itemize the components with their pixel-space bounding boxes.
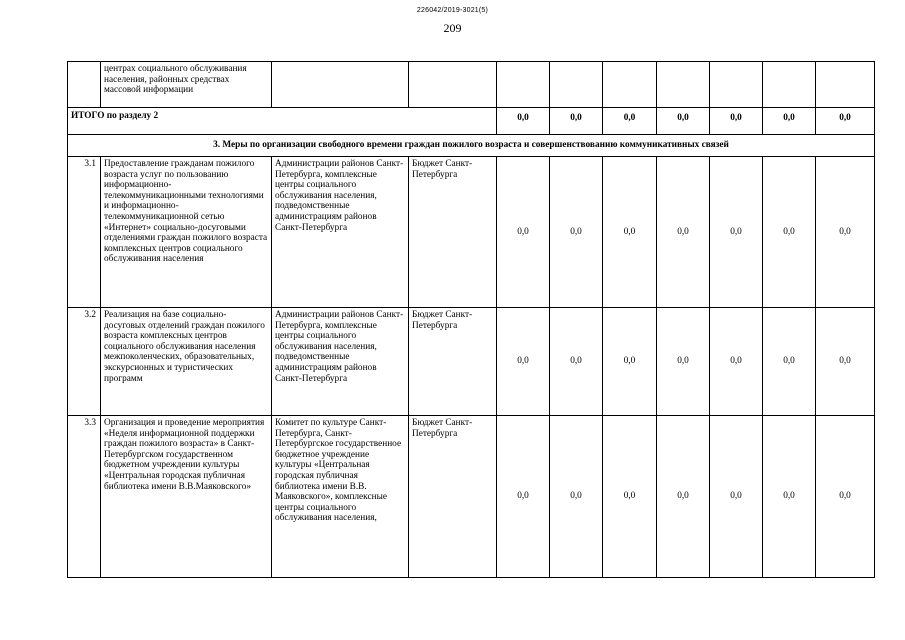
- table-row-continuation: [68, 62, 875, 108]
- table-row-section2-total: [68, 108, 875, 135]
- cell-executor: [272, 62, 409, 108]
- cell-value: [497, 62, 550, 108]
- item-funding-source: Бюджет Санкт-Петербурга: [409, 416, 497, 578]
- document-registration-number: 226042/2019-3021(5): [416, 7, 489, 14]
- item-executor: Администрации районов Санкт-Петербурга, комплексные центры социального обслуживания населения, подведомственные администрациям районов Санкт-Петербурга: [272, 157, 409, 308]
- item-measure: Реализация на базе социально-досуговых отделений граждан пожилого возраста комплексных центров социального обслуживания населения межпоколенческих, образовательных, экскурсионных и туристических программ: [101, 308, 272, 416]
- item-value: 0,0: [657, 157, 710, 308]
- page-number: 209: [443, 21, 462, 35]
- item-value: 0,0: [497, 157, 550, 308]
- section3-title: 3. Меры по организации свободного времени граждан пожилого возраста и совершенствованию коммуникативных связей: [68, 135, 875, 157]
- item-value: 0,0: [657, 416, 710, 578]
- total-value: 0,0: [603, 108, 657, 135]
- item-executor: Комитет по культуре Санкт-Петербурга, Санкт-Петербургское государственное бюджетное учреждение культуры «Центральная городская публичная библиотека имени В.В. Маяковского», комплексные центры социального обслуживания населения,: [272, 416, 409, 578]
- item-value: 0,0: [550, 308, 603, 416]
- item-value: 0,0: [816, 416, 875, 578]
- table-row-section3-header: [68, 135, 875, 157]
- cell-source: [409, 62, 497, 108]
- item-value: 0,0: [497, 416, 550, 578]
- item-value: 0,0: [763, 308, 816, 416]
- cell-number: [68, 62, 101, 108]
- item-measure: Организация и проведение мероприятия «Неделя информационной поддержки граждан пожилого возраста» в Санкт-Петербургском государственном бюджетном учреждении культуры «Центральная городская публичная библиотека имени В.В.Маяковского»: [101, 416, 272, 578]
- item-value: 0,0: [550, 157, 603, 308]
- item-number: 3.2: [68, 308, 101, 416]
- cell-value: [550, 62, 603, 108]
- item-value: 0,0: [603, 416, 657, 578]
- item-number: 3.1: [68, 157, 101, 308]
- cell-value: [603, 62, 657, 108]
- total-value: 0,0: [657, 108, 710, 135]
- item-funding-source: Бюджет Санкт-Петербурга: [409, 308, 497, 416]
- cell-value: [710, 62, 763, 108]
- item-value: 0,0: [763, 416, 816, 578]
- total-value: 0,0: [763, 108, 816, 135]
- item-value: 0,0: [603, 157, 657, 308]
- total-value: 0,0: [710, 108, 763, 135]
- item-value: 0,0: [603, 308, 657, 416]
- table-row: [68, 308, 875, 416]
- section2-total-label: ИТОГО по разделу 2: [68, 108, 497, 135]
- cell-measure-continuation: центрах социального обслуживания населения, районных средствах массовой информации: [101, 62, 272, 108]
- table-row: [68, 157, 875, 308]
- item-value: 0,0: [763, 157, 816, 308]
- item-number: 3.3: [68, 416, 101, 578]
- cell-value: [816, 62, 875, 108]
- item-value: 0,0: [710, 157, 763, 308]
- total-value: 0,0: [497, 108, 550, 135]
- total-value: 0,0: [550, 108, 603, 135]
- item-executor: Администрации районов Санкт-Петербурга, комплексные центры социального обслуживания населения, подведомственные администрациям районов Санкт-Петербурга: [272, 308, 409, 416]
- item-value: 0,0: [657, 308, 710, 416]
- item-value: 0,0: [497, 308, 550, 416]
- table-row: [68, 416, 875, 578]
- item-value: 0,0: [816, 157, 875, 308]
- item-measure: Предоставление гражданам пожилого возраста услуг по пользованию информационно-телекоммуникационными технологиями и информационно-телекоммуникационной сетью «Интернет» социально-досуговыми отделениями граждан пожилого возраста комплексных центров социального обслуживания населения: [101, 157, 272, 308]
- item-value: 0,0: [550, 416, 603, 578]
- total-value: 0,0: [816, 108, 875, 135]
- cell-value: [763, 62, 816, 108]
- item-value: 0,0: [710, 308, 763, 416]
- cell-value: [657, 62, 710, 108]
- item-funding-source: Бюджет Санкт-Петербурга: [409, 157, 497, 308]
- item-value: 0,0: [816, 308, 875, 416]
- item-value: 0,0: [710, 416, 763, 578]
- program-measures-table: [67, 61, 875, 578]
